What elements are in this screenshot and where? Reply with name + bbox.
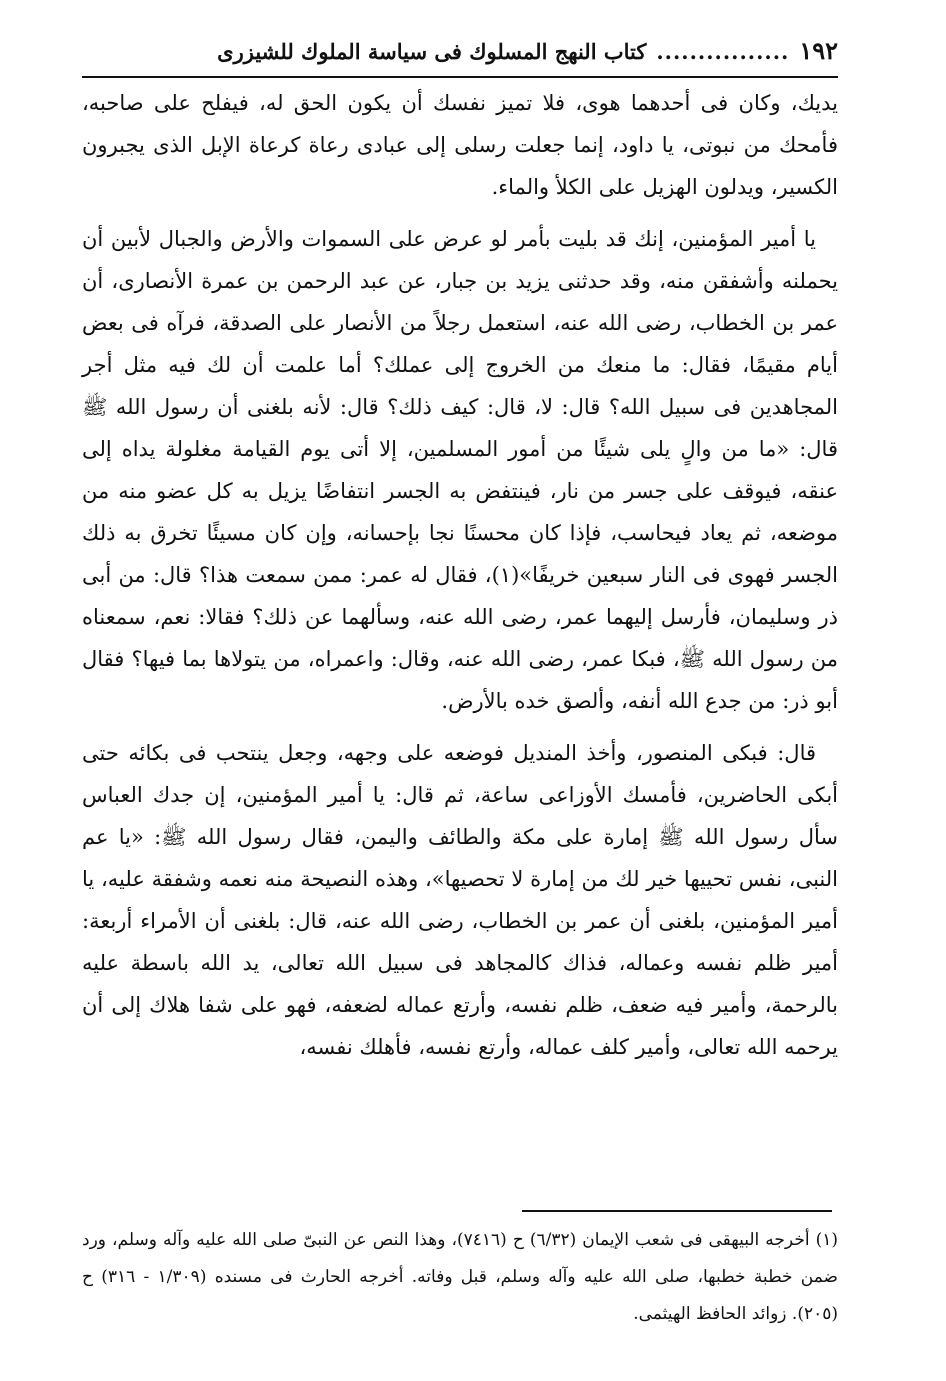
book-title: كتاب النهج المسلوك فى سياسة الملوك للشيزرى [217, 39, 647, 64]
paragraph: قال: فبكى المنصور، وأخذ المنديل فوضعه على وجهه، وجعل ينتحب فى بكائه حتى أبكى الحاضرين، فأمسك الأوزاعى ساعة، ثم قال: يا أمير المؤمنين، إن جدك العباس سأل رسول الله ﷺ إمارة على مكة والطائف واليمن، فقال رسول الله ﷺ: «يا عم النبى، نفس تحييها خير لك من إمارة لا تحصيها»، وهذه النصيحة منه نعمه وشفقة عليه، يا أمير المؤمنين، بلغنى أن عمر بن الخطاب، رضى الله عنه، قال: بلغنى أن الأمراء أربعة: أمير ظلم نفسه وعماله، فذاك كالمجاهد فى سبيل الله تعالى، يد الله باسطة عليه بالرحمة، وأمير فيه ضعف، ظلم نفسه، وأرتع عماله لضعفه، فهو على شفا هلاك إلى أن يرحمه الله تعالى، وأمير كلف عماله، وأرتع نفسه، فأهلك نفسه، [82, 741, 838, 1059]
running-header [82, 36, 838, 78]
footnotes [82, 1222, 838, 1333]
main-text [82, 82, 838, 1068]
paragraph: يا أمير المؤمنين، إنك قد بليت بأمر لو عرض على السموات والأرض والجبال لأبين أن يحملنه وأشفقن منه، وقد حدثنى يزيد بن جبار، عن عبد الرحمن بن عمرة الأنصارى، أن عمر بن الخطاب، رضى الله عنه، استعمل رجلاً من الأنصار على الصدقة، فرآه فى بعض أيام مقيمًا، فقال: ما منعك من الخروج إلى عملك؟ أما علمت أن لك فيه مثل أجر المجاهدين فى سبيل الله؟ قال: لا، قال: كيف ذلك؟ قال: لأنه بلغنى أن رسول الله ﷺ قال: «ما من والٍ يلى شيئًا من أمور المسلمين، إلا أتى يوم القيامة مغلولة يداه إلى عنقه، فيوقف على جسر من نار، فينتفض به الجسر انتفاضًا يزيل به كل عضو منه من موضعه، ثم يعاد فيحاسب، فإذا كان محسنًا نجا بإحسانه، وإن كان مسيئًا تخرق به ذلك الجسر فهوى فى النار سبعين خريفًا»(١)، فقال له عمر: ممن سمعت هذا؟ قال: من أبى ذر وسليمان، فأرسل إليهما عمر، رضى الله عنه، وسألهما عن ذلك؟ فقالا: نعم، سمعناه من رسول الله ﷺ، فبكا عمر، رضى الله عنه، وقال: واعمراه، من يتولاها بما فيها؟ فقال أبو ذر: من جدع الله أنفه، وألصق خده بالأرض. [82, 227, 839, 713]
footnote-separator [522, 1210, 832, 1212]
footnote: (١) أخرجه البيهقى فى شعب الإيمان (٦/٣٢) ح (٧٤١٦)، وهذا النص عن النبىّ صلى الله عليه وآله وسلم، ورد ضمن خطبة خطبها، صلى الله عليه وآله وسلم، قبل وفاته. أخرجه الحارث فى مسنده (١/٣٠٩ - ٣١٦) ح (٢٠٥). زوائد الحافظ الهيثمى. [82, 1230, 839, 1324]
header-dot-leader: ................ [656, 39, 790, 64]
page-number: ١٩٢ [799, 36, 838, 65]
paragraph: يديك، وكان فى أحدهما هوى، فلا تميز نفسك أن يكون الحق له، فيفلح على صاحبه، فأمحك من نبوتى، يا داود، إنما جعلت رسلى إلى عبادى رعاة كرعاة الإبل الذى يجبرون الكسير، ويدلون الهزيل على الكلأ والماء. [82, 91, 838, 199]
